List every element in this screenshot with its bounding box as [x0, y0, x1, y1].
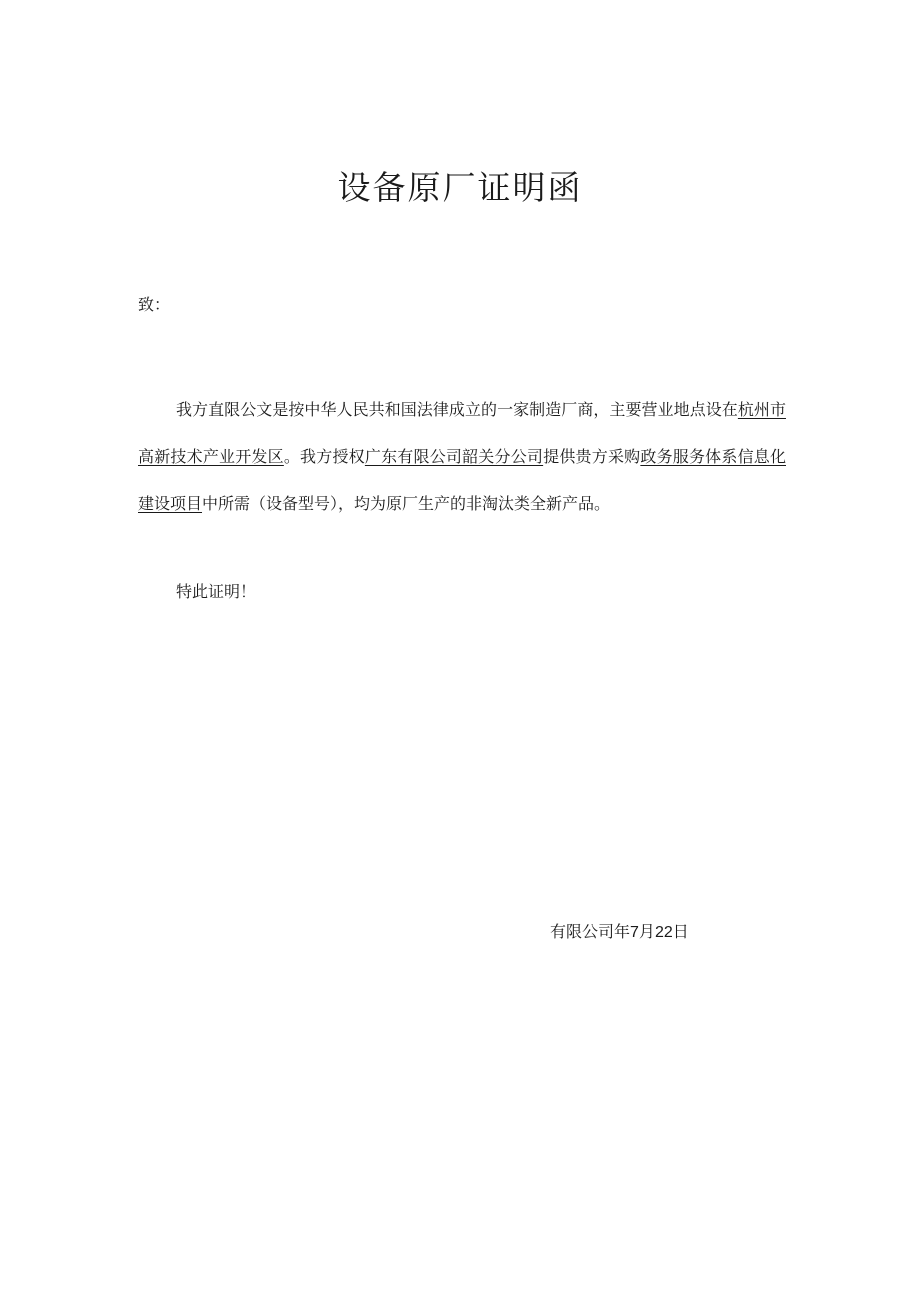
signature-company: 有限公司年 — [550, 922, 631, 941]
project-name-underlined: 政务服务体系信息化建设项目 — [138, 447, 786, 513]
authorized-company-underlined: 广东有限公司韶关分公司 — [364, 447, 544, 466]
body-text-3: 提供贵方采购 — [543, 447, 641, 466]
body-text-1: 我方直限公文是按中华人民共和国法律成立的一家制造厂商，主要营业地点设在 — [176, 400, 738, 419]
body-paragraph — [138, 386, 786, 527]
signature-date — [550, 920, 689, 945]
signature-day: 22 — [654, 924, 673, 941]
body-text-4: 中所需（设备型号），均为原厂生产的非淘汰类全新产品。 — [202, 494, 611, 513]
document-title: 设备原厂证明函 — [337, 168, 583, 207]
signature-day-unit: 日 — [672, 922, 689, 941]
signature-month: 7 — [630, 924, 639, 941]
body-text-2: 。我方授权 — [283, 447, 365, 466]
salutation: 致： — [138, 295, 171, 314]
closing-statement: 特此证明！ — [176, 582, 257, 601]
location-underlined: 杭州市高新技术产业开发区 — [138, 400, 786, 466]
signature-month-unit: 月 — [638, 922, 655, 941]
